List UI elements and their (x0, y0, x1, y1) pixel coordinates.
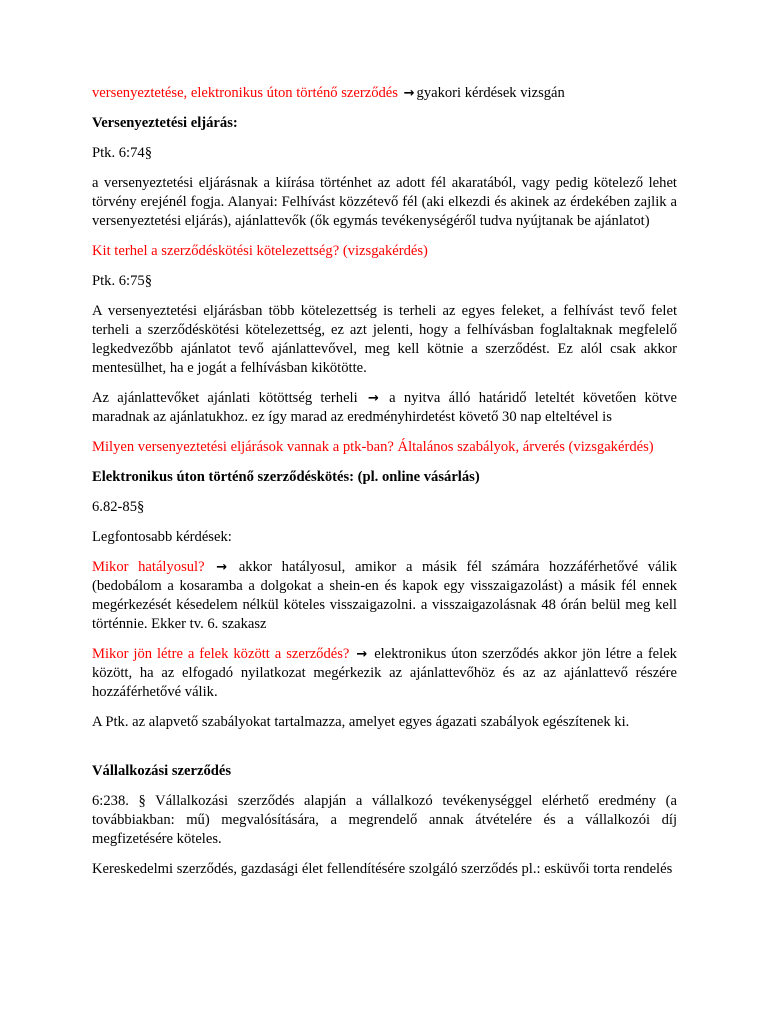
question-mikor-hatalyosul: Mikor hatályosul? (92, 559, 205, 575)
heading-vallalkozasi-szerzodes: Vállalkozási szerződés (92, 763, 232, 779)
paragraph-versenyeztetesi-kiirasa: a versenyeztetési eljárásnak a kiírása történhet az adott fél akaratából, vagy pedig kötelező lehet törvény erejénél fogja. Alanyai: Felhívást közzétevő fél (aki elkezdi és akinek az érdekében zajlik a versenyeztetési eljárás), ajánlattevők (ők egymás tevékenységéről tudva nyújtanak be ajánlatot) (92, 175, 677, 229)
heading-elektronikus-szerzodeskotes: Elektronikus úton történő szerződéskötés: (pl. online vásárlás) (92, 469, 480, 485)
intro-line (92, 84, 677, 103)
question-mikor-jon-letre: Mikor jön létre a felek között a szerződés? (92, 646, 350, 662)
paragraph-mikor-jon-letre (92, 645, 677, 702)
question-szerzodeskotesi-kotelezettseg: Kit terhel a szerződéskötési kötelezettség? (vizsgakérdés) (92, 243, 428, 259)
paragraph-tobb-kotelezettseg: A versenyeztetési eljárásban több kötelezettség is terheli az egyes feleket, a felhívást tevő felet terheli a szerződéskötési kötelezettség, ez azt jelenti, hogy a felhívásban foglaltaknak megfelelő legkedvezőbb ajánlatot tevő ajánlattevővel, meg kell kötnie a szerződést. Ez alól csak akkor mentesülhet, ha e jogát a felhívásban kikötötte. (92, 303, 677, 376)
kototteg-before: Az ajánlattevőket ajánlati kötöttség terheli (92, 390, 358, 406)
paragraph-ajanlati-kototteg (92, 389, 677, 427)
paragraph-ptk-674: Ptk. 6:74§ (92, 145, 153, 161)
arrow-right-icon: → (403, 86, 415, 101)
arrow-right-icon: → (356, 647, 368, 662)
intro-rest: gyakori kérdések vizsgán (416, 85, 565, 101)
paragraph-ptk-675: Ptk. 6:75§ (92, 273, 153, 289)
paragraph-6238: 6:238. § Vállalkozási szerződés alapján a vállalkozó tevékenységgel elérhető eredmény (a továbbiakban: mű) megvalósítására, a megrendelő annak átvételére és a vállalkozói díj megfizetésére köteles. (92, 793, 677, 847)
intro-highlight: versenyeztetése, elektronikus úton történő szerződés (92, 85, 398, 101)
paragraph-kereskedelmi-szerzodes: Kereskedelmi szerződés, gazdasági élet fellendítésére szolgáló szerződés pl.: esküvői torta rendelés (92, 861, 673, 877)
answer-mikor-jon-letre: elektronikus úton szerződés akkor jön létre a felek között, ha az elfogadó nyilatkozat megérkezik az ajánlattevőhöz és az az ajánlattevő részére hozzáférhetővé válik. (92, 646, 677, 700)
arrow-right-icon: → (367, 391, 379, 406)
heading-versenyeztetesi-eljaras: Versenyeztetési eljárás: (92, 115, 238, 131)
document-page (92, 84, 677, 890)
paragraph-682-85: 6.82-85§ (92, 499, 145, 515)
question-versenyeztetesi-eljarasok: Milyen versenyeztetési eljárások vannak a ptk-ban? Általános szabályok, árverés (vizsgakérdés) (92, 439, 654, 455)
kototteg-after: a nyitva álló határidő leteltét követően kötve maradnak az ajánlatukhoz. ez így marad az eredményhirdetést követő 30 nap elteltével is (92, 390, 677, 425)
arrow-right-icon: → (216, 560, 228, 575)
answer-mikor-hatalyosul: akkor hatályosul, amikor a másik fél számára hozzáférhetővé válik (bedobálom a kosaramba a dolgokat a shein-en és kapok egy visszaigazolást) a másik fél ennek megérkezését késedelem nélkül köteles visszaigazolni. a visszaigazolásnak 48 órán belül meg kell történnie. Ekker tv. 6. szakasz (92, 559, 677, 632)
empty-line (92, 743, 677, 762)
paragraph-legfontosabb-kerdesek: Legfontosabb kérdések: (92, 529, 232, 545)
paragraph-mikor-hatalyosul (92, 558, 677, 634)
paragraph-alapveto-szabalyok: A Ptk. az alapvető szabályokat tartalmazza, amelyet egyes ágazati szabályok egészítenek ki. (92, 714, 630, 730)
